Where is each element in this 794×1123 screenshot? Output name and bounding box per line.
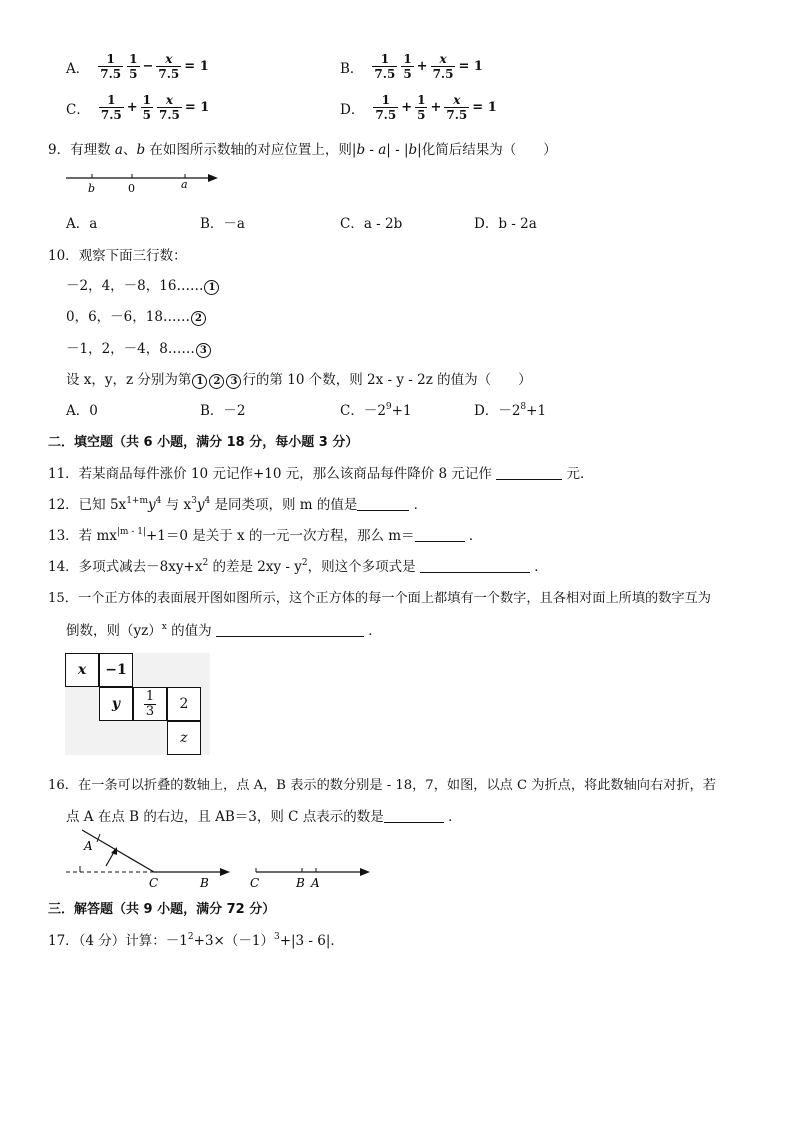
option-label: B． <box>340 60 364 77</box>
answer-blank[interactable] <box>216 623 364 637</box>
answer-blank[interactable] <box>496 466 562 480</box>
fraction: $\frac{1}{5}$ <box>129 52 138 81</box>
fraction: $\frac{1}{5}$ <box>403 52 412 81</box>
q10-option-d: D．$-2^8+1$ <box>474 402 547 419</box>
label-B-right: B <box>296 876 305 890</box>
option-label: C． <box>66 101 90 118</box>
option-label: D． <box>340 101 365 118</box>
fraction: $\frac{1}{7.5}$ <box>375 93 397 122</box>
cube-face-z: z <box>167 721 201 755</box>
question-14: 14．多项式减去$-8xy+x^2$ 的差是 $2xy - y^2$，则这个多项式是 ． <box>48 558 548 575</box>
question-16-line-1: 16．在一条可以折叠的数轴上，点 A，B 表示的数分别是 - 18，7，如图，以点 C 为折点，将此数轴向右对折，若 <box>48 778 716 793</box>
sequence-row-2: 0，6，－6，18…… 2 <box>66 305 207 326</box>
answer-blank[interactable] <box>420 559 530 573</box>
answer-blank[interactable] <box>384 809 444 823</box>
section-heading-fill-in: 二．填空题（共 6 小题，满分 18 分，每小题 3 分） <box>48 435 359 450</box>
label-C-right: C <box>250 876 260 890</box>
question-15-line-1: 15．一个正方体的表面展开图如图所示，这个正方体的每一个面上都填有一个数字，且各相对面上所填的数字互为 <box>48 591 711 606</box>
fraction: $\frac{x}{7.5}$ <box>432 52 454 81</box>
label-A-right: A <box>311 876 320 890</box>
fraction: $\frac{x}{7.5}$ <box>158 52 180 81</box>
circled-number: 3 <box>196 343 211 358</box>
fraction: $\frac{1}{7.5}$ <box>374 52 396 81</box>
circled-number: 1 <box>204 280 219 295</box>
option-d: D． $\frac{1}{7.5}$ + $\frac{1}{5}$ + $\frac{x}{7.5}$ = 1 <box>340 93 497 122</box>
folding-number-line-figure <box>62 826 382 892</box>
fraction: $\frac{x}{7.5}$ <box>446 93 468 122</box>
label-B-left: B <box>200 876 209 890</box>
axis-label-b: b <box>88 182 96 195</box>
fraction: $\frac{1}{5}$ <box>417 93 426 122</box>
fraction: $\frac{1}{7.5}$ <box>100 52 122 81</box>
q9-option-d: D．b - 2a <box>474 216 537 232</box>
fraction: $\frac{x}{7.5}$ <box>159 93 180 122</box>
number-line-figure <box>60 168 225 196</box>
question-10: 10．观察下面三行数： <box>48 248 187 264</box>
fraction: $\frac{1}{7.5}$ <box>100 93 122 122</box>
q10-option-c: C．$-2^9+1$ <box>340 402 412 419</box>
q9-option-a: A．a <box>66 216 98 232</box>
sequence-row-3: －1，2，－4，8…… 3 <box>66 337 212 358</box>
cube-net-figure <box>65 653 210 755</box>
cube-face-one-third <box>133 687 167 721</box>
q9-option-c: C．a - 2b <box>340 216 403 232</box>
circled-number: 2 <box>191 311 206 326</box>
question-15-line-2: 倒数，则（yz）$^x$ 的值为 ． <box>66 622 382 639</box>
question-9: 9．有理数 a、b 在如图所示数轴的对应位置上，则|b - a| - |b|化简后结果为（ ） <box>48 142 557 158</box>
q10-option-a: A．0 <box>66 403 98 419</box>
cube-face-neg1: −1 <box>99 653 133 687</box>
cube-face-x: x <box>65 653 99 687</box>
question-12: 12．已知 $5x^{1+m}y^4$ 与 $x^3y^4$ 是同类项，则 m 的值是 ． <box>48 496 428 513</box>
fraction: $\frac{1}{3}$ <box>145 688 155 719</box>
fraction: $\frac{1}{5}$ <box>142 93 151 122</box>
option-c: C． $\frac{1}{7.5}$ + $\frac{1}{5}$ $\frac{x}{7.5}$ = 1 <box>66 93 210 122</box>
label-C-left: C <box>149 876 159 890</box>
q9-option-b: B．－a <box>200 216 245 232</box>
axis-label-zero: 0 <box>128 182 135 195</box>
cube-face-2: 2 <box>167 687 201 721</box>
question-16-line-2: 点 A 在点 B 的右边，且 AB＝3，则 C 点表示的数是 ． <box>66 809 462 825</box>
cube-face-y: y <box>99 687 133 721</box>
option-b: B． $\frac{1}{7.5}$ $\frac{1}{5}$ + $\frac{x}{7.5}$ = 1 <box>340 52 483 81</box>
label-A-left: A <box>84 839 93 853</box>
answer-blank[interactable] <box>357 497 409 511</box>
option-label: A． <box>66 60 90 77</box>
question-13: 13．若 $mx^{|m - 1|}+1=0$ 是关于 x 的一元一次方程，那么 m＝ ． <box>48 527 483 544</box>
sequence-row-1: －2，4，－8，16…… 1 <box>66 274 220 295</box>
option-a: A． $\frac{1}{7.5}$ $\frac{1}{5}$ − $\frac{x}{7.5}$ = 1 <box>66 52 209 81</box>
question-11: 11．若某商品每件涨价 10 元记作+10 元，那么该商品每件降价 8 元记作 元． <box>48 466 594 482</box>
section-heading-solutions: 三．解答题（共 9 小题，满分 72 分） <box>48 902 276 917</box>
axis-label-a: a <box>181 178 188 191</box>
question-17: 17．（4 分）计算：$-1^2+3\times(-1)^3+|3 - 6|$． <box>48 932 344 949</box>
q10-question: 设 x，y，z 分别为第 1 2 3 行的第 10 个数，则 2x - y - 2z 的值为（ ） <box>66 372 532 388</box>
answer-blank[interactable] <box>415 528 465 542</box>
q10-option-b: B．－2 <box>200 403 246 419</box>
